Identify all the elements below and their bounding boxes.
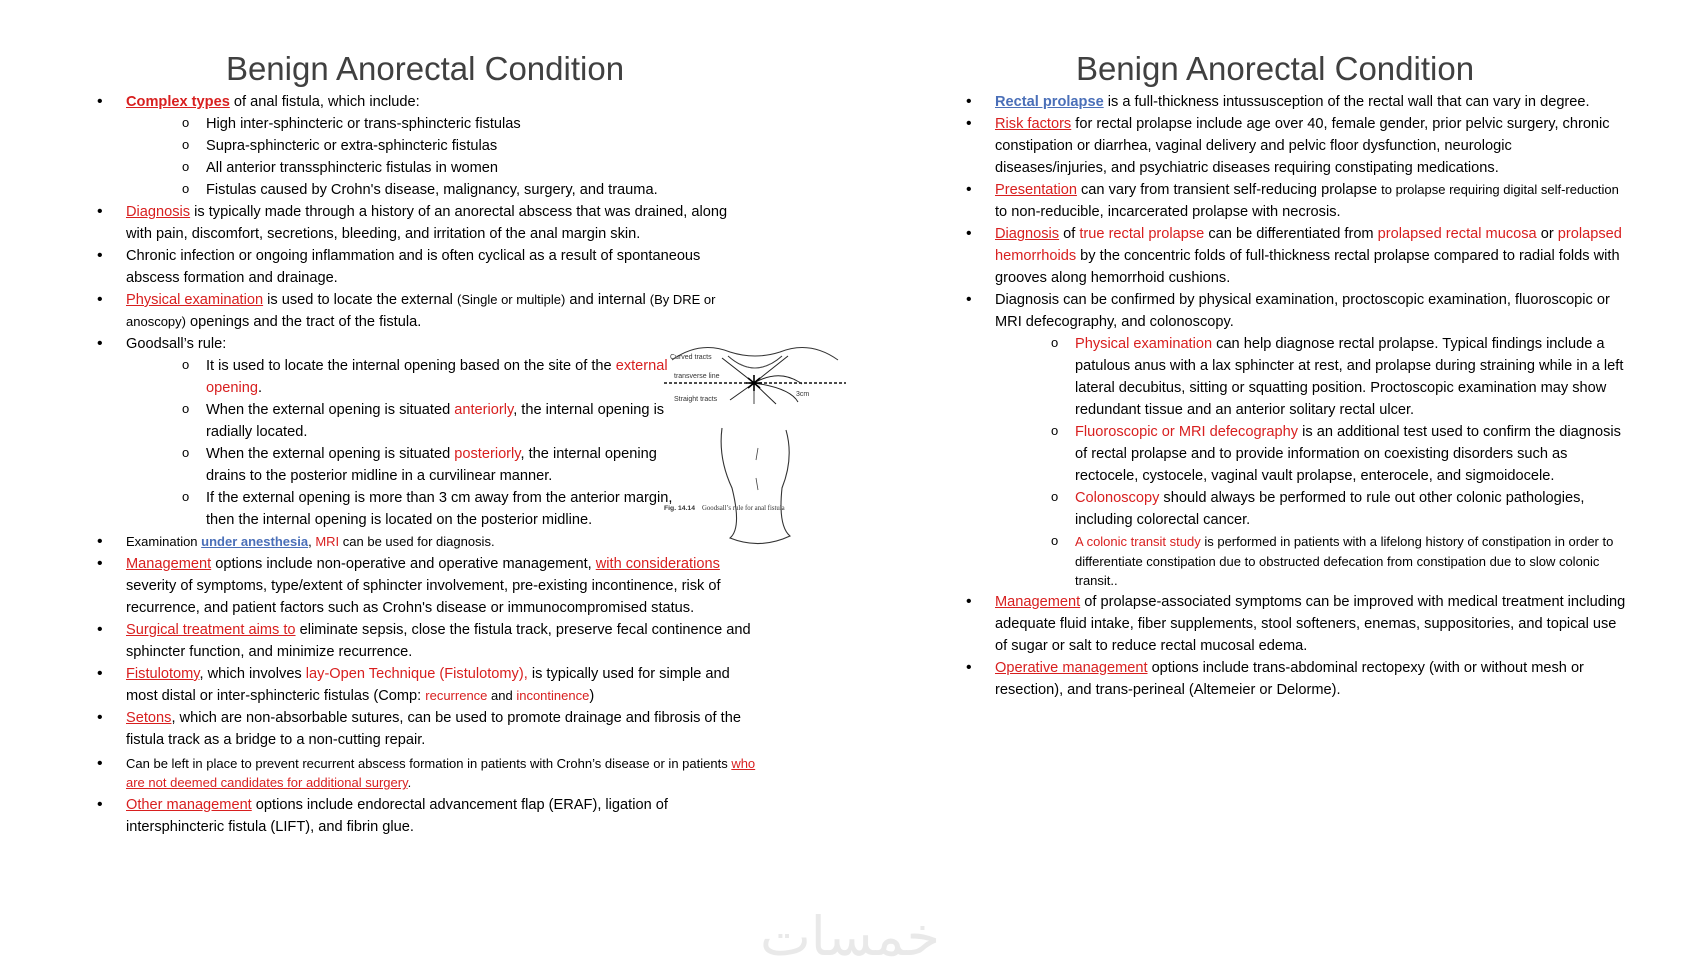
under-anesthesia-link[interactable]: under anesthesia bbox=[201, 534, 309, 549]
sub-list-item: o All anterior transsphincteric fistulas in women bbox=[126, 157, 757, 179]
other-management-link[interactable]: Other management bbox=[126, 797, 252, 813]
right-bullet-list bbox=[966, 91, 1626, 701]
sub-list-item: o Supra-sphincteric or extra-sphincteric fistulas bbox=[126, 135, 757, 157]
watermark-logo: خمسات bbox=[759, 905, 941, 968]
list-item-fistulotomy: • Fistulotomy, which involves lay-Open Technique (Fistulotomy), is typically used for simple and most distal or inter-sphincteric fistulas (Comp: recurrence and incontinence) bbox=[97, 663, 757, 707]
sub-list-item: o Colonoscopy should always be performed to rule out other colonic pathologies, including colorectal cancer. bbox=[995, 487, 1626, 531]
figure-caption: Goodsall’s rule for anal fistula bbox=[702, 505, 785, 512]
sub-list-item: o High inter-sphincteric or trans-sphincteric fistulas bbox=[126, 113, 757, 135]
list-item-presentation: • Presentation can vary from transient self-reducing prolapse to prolapse requiring digital self-reduction to non-reducible, incarcerated prolapse with necrosis. bbox=[966, 179, 1626, 223]
risk-factors-link[interactable]: Risk factors bbox=[995, 116, 1072, 132]
list-item-other-management: • Other management options include endorectal advancement flap (ERAF), ligation of intersphincteric fistula (LIFT), and fibrin glue. bbox=[97, 794, 757, 838]
transverse-line-label: transverse line bbox=[674, 373, 720, 380]
sub-list-item: o When the external opening is situated anteriorly, the internal opening is radially located. bbox=[126, 399, 681, 443]
left-content bbox=[97, 91, 757, 838]
sub-list-item: o Physical examination can help diagnose rectal prolapse. Typical findings include a patulous anus with a lax sphincter at rest, and prolapse during straining while in a left lateral decubitus, sitting or squatting position. Proctoscopic examination may show redundant tissue and an anterior solitary rectal ulcer. bbox=[995, 333, 1626, 421]
list-item-physical-exam: • Physical examination is used to locate the external (Single or multiple) and internal (By DRE or anoscopy) openings and the tract of the fistula. bbox=[97, 289, 757, 333]
cm-label: 3cm bbox=[796, 391, 810, 398]
list-item-management: • Management of prolapse-associated symptoms can be improved with medical treatment including adequate fluid intake, fiber supplements, stool softeners, enemas, suppositories, and topical use of sugar or salt to reduce rectal mucosal edema. bbox=[966, 591, 1626, 657]
sub-list-item: o When the external opening is situated posteriorly, the internal opening drains to the posterior midline in a curvilinear manner. bbox=[126, 443, 681, 487]
list-item-rectal-prolapse: • Rectal prolapse is a full-thickness intussusception of the rectal wall that can vary in degree. bbox=[966, 91, 1626, 113]
list-item-complex-types: • Complex types of anal fistula, which include: o High inter-sphincteric or trans-sphincteric fistulas o Supra-sphincteric or extra-sphincteric fistulas o All anterior transsphincteric fistulas in women o Fistulas caused by Crohn's disease, malignancy, surgery, and trauma. bbox=[97, 91, 757, 201]
complex-types-sublist bbox=[126, 113, 757, 201]
list-item-diagnosis: • Diagnosis is typically made through a history of an anorectal abscess that was drained, along with pain, discomfort, secretions, bleeding, and irritation of the anal margin skin. bbox=[97, 201, 757, 245]
operative-management-link[interactable]: Operative management bbox=[995, 659, 1148, 676]
curved-tracts-label: Curved tracts bbox=[670, 354, 712, 361]
goodsall-diagram bbox=[660, 338, 850, 563]
straight-tracts-label: Straight tracts bbox=[674, 396, 718, 403]
physical-exam-link[interactable]: Physical examination bbox=[126, 292, 264, 308]
list-item-operative-management: • Operative management options include trans-abdominal rectopexy (with or without mesh or resection), and trans-perineal (Altemeier or Delorme). bbox=[966, 657, 1626, 701]
with-considerations-link[interactable]: with considerations bbox=[595, 556, 720, 572]
list-item-left-in-place: • Can be left in place to prevent recurrent abscess formation in patients with Crohn’s disease or in patients who are not deemed candidates for additional surgery. bbox=[97, 754, 757, 792]
sub-list-item: o Fluoroscopic or MRI defecography is an additional test used to confirm the diagnosis of rectal prolapse and to provide information on coexisting disorders such as rectocele, cystocele, vaginal vault prolapse, enterocele, and sigmoidocele. bbox=[995, 421, 1626, 487]
rectal-prolapse-link[interactable]: Rectal prolapse bbox=[995, 94, 1104, 110]
list-item-diagnosis-confirmed: • Diagnosis can be confirmed by physical examination, proctoscopic examination, fluoroscopic or MRI defecography, and colonoscopy. o Physical examination can help diagnose rectal prolapse. Typical findings include a patulous anus with a lax sphincter at rest, and prolapse during straining while in a left lateral decubitus, sitting or squatting position. Proctoscopic examination may show redundant tissue and an anterior solitary rectal ulcer. o Fluoroscopic or MRI defecography is an additional test used to confirm the diagnosis of rectal prolapse and to provide information on coexisting disorders such as rectocele, cystocele, vaginal vault prolapse, enterocele, and sigmoidocele. o Colonoscopy should always be performed to rule out other colonic pathologies, including colorectal cancer. o A colonic transit study is performed in patients with a lifelong history of constipation in order to differentiate constipation due to obstructed defecation from constipation due to slow colonic transit.. bbox=[966, 289, 1626, 591]
complex-types-link[interactable]: Complex types bbox=[126, 94, 230, 110]
left-page-title: Benign Anorectal Condition bbox=[225, 50, 625, 87]
fistulotomy-link[interactable]: Fistulotomy bbox=[126, 666, 200, 682]
surgical-treatment-link[interactable]: Surgical treatment aims to bbox=[126, 622, 296, 638]
right-content bbox=[966, 91, 1626, 701]
sub-list-item: o If the external opening is more than 3 cm away from the anterior margin, then the internal opening is located on the posterior midline. bbox=[126, 487, 681, 531]
not-candidates-link[interactable]: who are not deemed candidates for additional surgery bbox=[126, 756, 756, 790]
diagnosis-link[interactable]: Diagnosis bbox=[126, 204, 191, 220]
diagnosis-sublist bbox=[995, 333, 1626, 591]
list-item-setons: • Setons, which are non-absorbable sutures, can be used to promote drainage and fibrosis of the fistula track as a bridge to a non-cutting repair. bbox=[97, 707, 757, 751]
sub-list-item: o Fistulas caused by Crohn's disease, malignancy, surgery, and trauma. bbox=[126, 179, 757, 201]
sub-list-item: o It is used to locate the internal opening based on the site of the external opening. bbox=[126, 355, 681, 399]
left-bullet-list bbox=[97, 91, 757, 838]
goodsall-rule-figure bbox=[660, 338, 850, 563]
management-link[interactable]: Management bbox=[995, 593, 1081, 610]
list-item-exam-anesthesia: • Examination under anesthesia, MRI can be used for diagnosis. bbox=[97, 531, 757, 553]
setons-link[interactable]: Setons bbox=[126, 710, 172, 726]
presentation-link[interactable]: Presentation bbox=[995, 182, 1077, 198]
sub-list-item: o A colonic transit study is performed in patients with a lifelong history of constipation in order to differentiate constipation due to obstructed defecation from constipation due to slow colonic transit.. bbox=[995, 532, 1626, 591]
figure-number: Fig. 14.14 bbox=[664, 505, 695, 512]
right-page-title: Benign Anorectal Condition bbox=[1075, 50, 1475, 87]
list-item-risk-factors: • Risk factors for rectal prolapse include age over 40, female gender, prior pelvic surgery, chronic constipation or diarrhea, vaginal delivery and pelvic floor dysfunction, neurologic diseases/injuries, and psychiatric diseases requiring constipating medications. bbox=[966, 113, 1626, 179]
list-item-management: • Management options include non-operative and operative management, with considerations severity of symptoms, type/extent of sphincter involvement, pre-existing incontinence, risk of recurrence, and patient factors such as Crohn's disease or immunocompromised status. bbox=[97, 553, 757, 619]
list-item-goodsall: • Goodsall’s rule: o It is used to locate the internal opening based on the site of the external opening. o When the external opening is situated anteriorly, the internal opening is radially located. o When the external opening is situated posteriorly, the internal opening drains to the posterior midline in a curvilinear manner. o If the external opening is more than 3 cm away from the anterior margin, then the internal opening is located on the posterior midline. bbox=[97, 333, 757, 531]
list-item-diagnosis: • Diagnosis of true rectal prolapse can be differentiated from prolapsed rectal mucosa or prolapsed hemorrhoids by the concentric folds of full-thickness rectal prolapse compared to radial folds with grooves along hemorrhoid cushions. bbox=[966, 223, 1626, 289]
diagnosis-link[interactable]: Diagnosis bbox=[995, 226, 1060, 242]
list-item-surgical: • Surgical treatment aims to eliminate sepsis, close the fistula track, preserve fecal continence and sphincter function, and minimize recurrence. bbox=[97, 619, 757, 663]
list-item-chronic: • Chronic infection or ongoing inflammation and is often cyclical as a result of spontaneous abscess formation and drainage. bbox=[97, 245, 757, 289]
management-link[interactable]: Management bbox=[126, 556, 212, 572]
